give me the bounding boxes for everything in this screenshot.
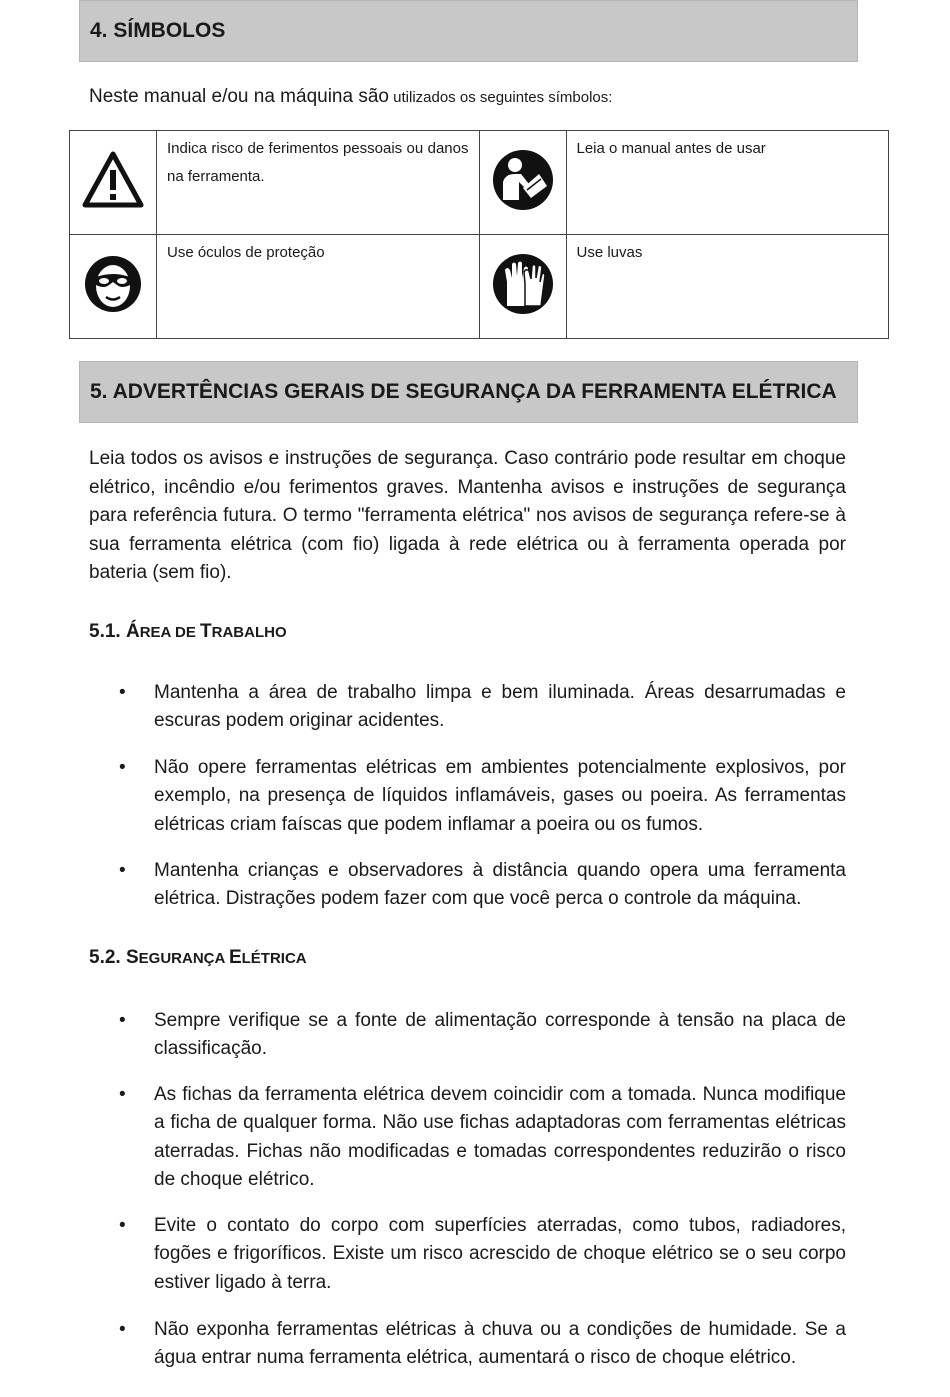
bullet-icon: • xyxy=(119,860,126,881)
section-5-title: 5. ADVERTÊNCIAS GERAIS DE SEGURANÇA DA FERRAMENTA ELÉTRICA xyxy=(90,380,837,403)
bullet-icon: • xyxy=(119,1319,126,1340)
list-item: • Sempre verifique se a fonte de alimentação corresponde à tensão na placa de classificação. xyxy=(119,1007,846,1064)
bullet-icon: • xyxy=(119,682,126,703)
subsection-5-2-title: 5.2. SEGURANÇA ELÉTRICA xyxy=(89,947,307,968)
section-5-paragraph: Leia todos os avisos e instruções de segurança. Caso contrário pode resultar em choque elétrico, incêndio e/ou ferimentos graves. Mantenha avisos e instruções de segurança para referência futura. O termo "ferramenta elétrica" nos avisos de segurança refere-se à sua ferramenta elétrica (com fio) ligada à rede elétrica ou à ferramenta operada por bateria (sem fio). xyxy=(89,448,846,583)
section-4-header xyxy=(79,0,858,62)
section-4-title: 4. SÍMBOLOS xyxy=(90,19,226,42)
bullet-icon: • xyxy=(119,757,126,778)
symbol-cell-goggles xyxy=(70,235,157,339)
list-item: • Mantenha a área de trabalho limpa e bem iluminada. Áreas desarrumadas e escuras podem originar acidentes. xyxy=(119,679,846,736)
symbols-intro xyxy=(89,86,612,108)
gloves-icon xyxy=(491,252,555,316)
bullet-icon: • xyxy=(119,1084,126,1105)
list-item: • Evite o contato do corpo com superfícies aterradas, como tubos, radiadores, fogões e frigoríficos. Existe um risco acrescido de choque elétrico se o seu corpo estiver ligado à terra. xyxy=(119,1212,846,1297)
warning-triangle-icon xyxy=(82,151,144,209)
symbol-text-manual: Leia o manual antes de usar xyxy=(566,131,889,235)
list-item: • Não opere ferramentas elétricas em ambientes potencialmente explosivos, por exemplo, na presença de líquidos inflamáveis, gases ou poeira. As ferramentas elétricas criam faíscas que podem inflamar a poeira ou os fumos. xyxy=(119,754,846,839)
symbol-cell-gloves xyxy=(479,235,566,339)
symbol-text-warning: Indica risco de ferimentos pessoais ou danos na ferramenta. xyxy=(157,131,480,235)
list-item: • Não exponha ferramentas elétricas à chuva ou a condições de humidade. Se a água entrar numa ferramenta elétrica, aumentará o risco de choque elétrico. xyxy=(119,1316,846,1373)
read-manual-icon xyxy=(491,148,555,212)
section-5-header xyxy=(79,361,858,423)
intro-small: utilizados os seguintes símbolos: xyxy=(388,89,613,106)
safety-goggles-icon xyxy=(84,255,142,313)
symbols-table xyxy=(69,130,889,339)
symbol-cell-warning xyxy=(70,131,157,235)
symbol-text-gloves: Use luvas xyxy=(566,235,889,339)
list-item: • Mantenha crianças e observadores à distância quando opera uma ferramenta elétrica. Distrações podem fazer com que você perca o controle da máquina. xyxy=(119,857,846,914)
intro-main: Neste manual e/ou na máquina são xyxy=(89,86,389,107)
bullet-icon: • xyxy=(119,1010,126,1031)
subsection-5-1-title: 5.1. ÁREA DE TRABALHO xyxy=(89,621,287,642)
list-item: • As fichas da ferramenta elétrica devem coincidir com a tomada. Nunca modifique a ficha de qualquer forma. Não use fichas adaptadoras com ferramentas elétricas aterradas. Fichas não modificadas e tomadas correspondentes reduzirão o risco de choque elétrico. xyxy=(119,1081,846,1194)
symbol-cell-manual xyxy=(479,131,566,235)
symbol-text-goggles: Use óculos de proteção xyxy=(157,235,480,339)
bullet-icon: • xyxy=(119,1215,126,1236)
